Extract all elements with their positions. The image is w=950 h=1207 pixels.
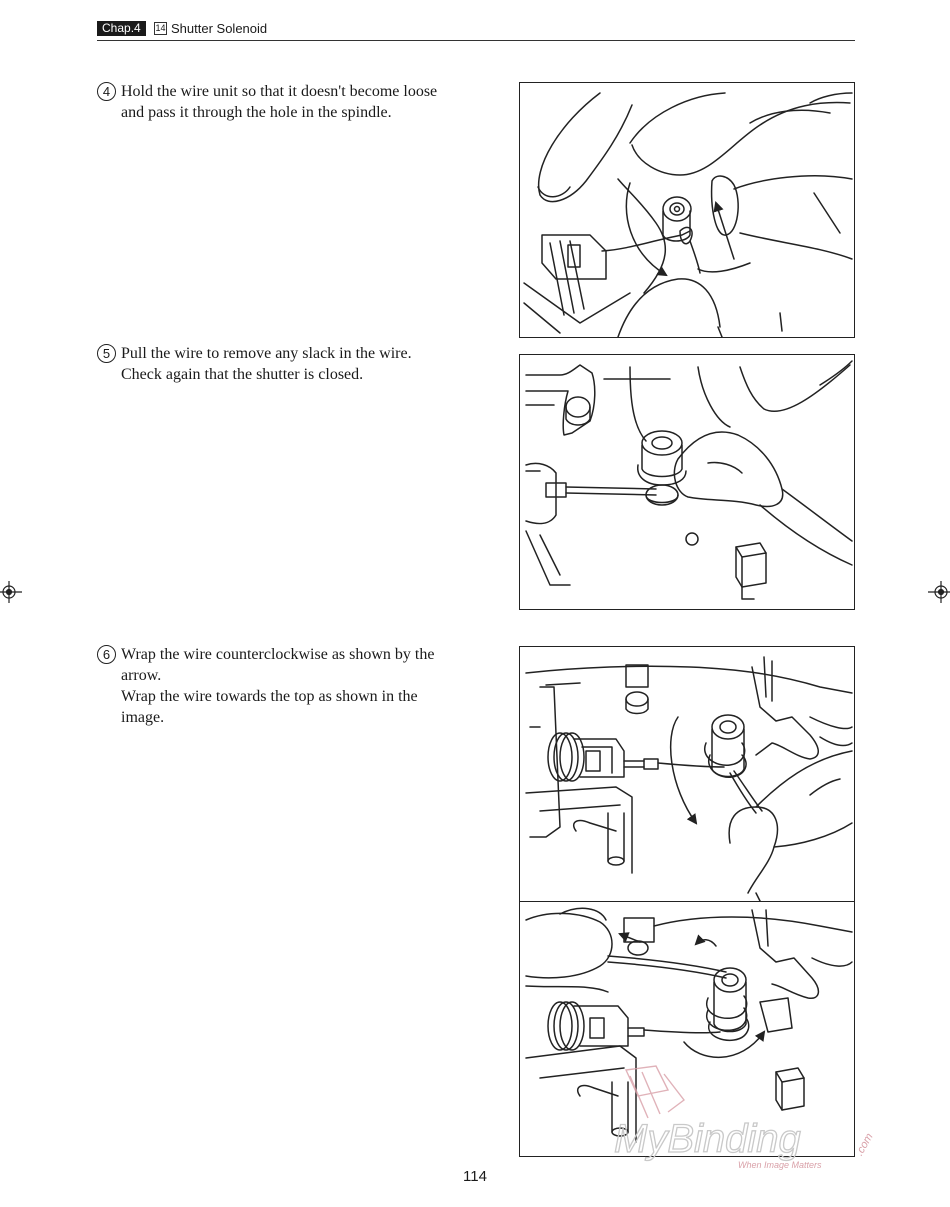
step-number-circle: 4: [97, 82, 116, 101]
step-line: Hold the wire unit so that it doesn't become loose: [121, 83, 438, 100]
section-number-box: 14: [155, 23, 166, 33]
step-4: [97, 81, 477, 123]
step-5: [97, 343, 477, 385]
step-line: image.: [121, 709, 165, 726]
step-number-circle: 6: [97, 645, 116, 664]
mybinding-watermark-logo: [608, 1060, 883, 1175]
step-line: arrow.: [121, 667, 162, 684]
page-header: [97, 20, 855, 41]
chapter-tag: Chap.4: [97, 21, 146, 36]
registration-mark-right-icon: [928, 581, 950, 608]
watermark-suffix: .com: [853, 1131, 876, 1158]
step-text: [121, 343, 477, 385]
step-line: Pull the wire to remove any slack in the wire.: [121, 345, 412, 362]
step-line: Wrap the wire towards the top as shown in the: [121, 688, 418, 705]
page-number: 114: [463, 1168, 487, 1185]
section-title: Shutter Solenoid: [171, 21, 268, 36]
figure-step-4-wire-through-spindle: [519, 82, 855, 338]
watermark-brand-text: MyBinding: [614, 1117, 801, 1161]
step-text: [121, 81, 477, 123]
step-number-circle: 5: [97, 344, 116, 363]
step-text: [121, 644, 477, 728]
registration-mark-left-icon: [0, 581, 22, 608]
watermark-tagline: When Image Matters: [738, 1160, 822, 1170]
step-line: and pass it through the hole in the spindle.: [121, 104, 392, 121]
step-line: Check again that the shutter is closed.: [121, 366, 364, 383]
figure-step-6-wrap-wire-a: [519, 646, 855, 902]
step-line: Wrap the wire counterclockwise as shown by the: [121, 646, 435, 663]
figure-step-5-pull-wire: [519, 354, 855, 610]
step-6: [97, 644, 477, 728]
